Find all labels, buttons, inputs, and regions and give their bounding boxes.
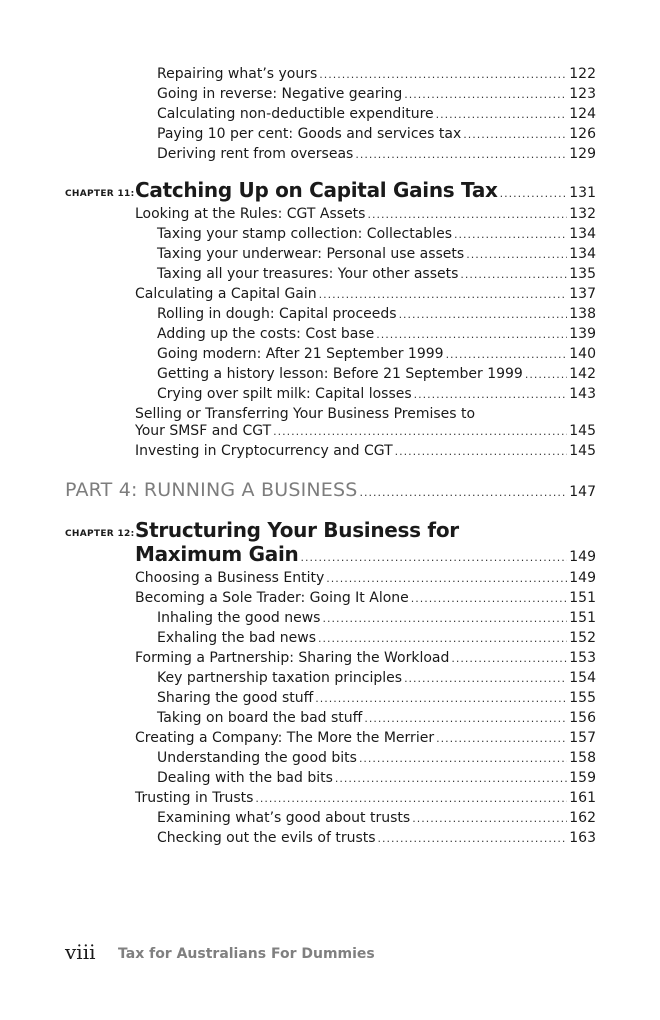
dot-leader: [355, 148, 567, 161]
dot-leader: [414, 388, 568, 401]
dot-leader: [359, 752, 567, 765]
running-footer-title: Tax for Australians For Dummies: [118, 946, 375, 962]
dot-leader: [319, 68, 567, 81]
chapter-label: CHAPTER 11:: [65, 189, 135, 199]
toc-entry[interactable]: [135, 570, 596, 586]
dot-leader: [315, 692, 567, 705]
toc-page-number: 149: [569, 570, 596, 586]
toc-entry-title: Going in reverse: Negative gearing: [157, 86, 403, 102]
toc-page-number: 142: [569, 366, 596, 382]
toc-page-number: 155: [569, 690, 596, 706]
toc-entry[interactable]: [157, 810, 596, 826]
toc-page-number: 131: [569, 185, 596, 201]
folio-page-number: viii: [65, 940, 96, 964]
toc-entry[interactable]: [135, 206, 596, 222]
part-heading[interactable]: [65, 479, 596, 501]
chapter-heading[interactable]: [135, 178, 596, 202]
dot-leader: [404, 672, 567, 685]
dot-leader: [525, 368, 567, 381]
toc-entry[interactable]: [135, 286, 596, 302]
dot-leader: [326, 572, 567, 585]
toc-entry[interactable]: [157, 146, 596, 162]
toc-entry-title: Dealing with the bad bits: [157, 770, 333, 786]
toc-page-number: 134: [569, 246, 596, 262]
toc-page-number: 153: [569, 650, 596, 666]
toc-entry-title: Taking on board the bad stuff: [157, 710, 363, 726]
toc-page-number: 162: [569, 810, 596, 826]
toc-entry-title-line1: Selling or Transferring Your Business Premises to: [135, 406, 476, 422]
toc-entry-title: Rolling in dough: Capital proceeds: [157, 306, 397, 322]
dot-leader: [300, 551, 567, 564]
dot-leader: [335, 772, 567, 785]
dot-leader: [411, 592, 568, 605]
dot-leader: [378, 832, 568, 845]
toc-entry-title: Inhaling the good news: [157, 610, 321, 626]
part-title: PART 4: RUNNING A BUSINESS: [65, 479, 358, 501]
dot-leader: [446, 348, 568, 361]
toc-entry[interactable]: [135, 650, 596, 666]
toc-page-number: 149: [569, 549, 596, 565]
dot-leader: [451, 652, 567, 665]
toc-entry-title: Your SMSF and CGT: [135, 423, 272, 439]
dot-leader: [466, 248, 567, 261]
toc-page-number: 163: [569, 830, 596, 846]
toc-page-number: 132: [569, 206, 596, 222]
toc-entry-title: Paying 10 per cent: Goods and services tax: [157, 126, 462, 142]
toc-entry[interactable]: [157, 226, 596, 242]
dot-leader: [460, 268, 567, 281]
toc-entry[interactable]: [157, 86, 596, 102]
toc-page-number: 134: [569, 226, 596, 242]
toc-entry[interactable]: [157, 66, 596, 82]
chapter-title: Catching Up on Capital Gains Tax: [135, 178, 498, 202]
toc-entry-title: Repairing what’s yours: [157, 66, 318, 82]
toc-page-number: 122: [569, 66, 596, 82]
toc-entry-title: Creating a Company: The More the Merrier: [135, 730, 435, 746]
dot-leader: [319, 288, 568, 301]
toc-entry-title: Investing in Cryptocurrency and CGT: [135, 443, 393, 459]
dot-leader: [399, 308, 568, 321]
toc-entry[interactable]: [135, 423, 596, 439]
dot-leader: [412, 812, 567, 825]
toc-entry-title: Calculating non-deductible expenditure: [157, 106, 434, 122]
toc-entry-title: Sharing the good stuff: [157, 690, 314, 706]
chapter-label: CHAPTER 12:: [65, 529, 135, 539]
toc-entry[interactable]: [135, 730, 596, 746]
toc-page-number: 137: [569, 286, 596, 302]
toc-entry[interactable]: [157, 630, 596, 646]
toc-entry-title: Crying over spilt milk: Capital losses: [157, 386, 412, 402]
toc-entry-title: Taxing your stamp collection: Collectables: [157, 226, 452, 242]
toc-entry[interactable]: [157, 830, 596, 846]
toc-page-number: 124: [569, 106, 596, 122]
dot-leader: [454, 228, 567, 241]
toc-entry[interactable]: [157, 126, 596, 142]
toc-entry[interactable]: [135, 590, 596, 606]
toc-entry-title: Taxing your underwear: Personal use assets: [157, 246, 465, 262]
dot-leader: [436, 732, 567, 745]
toc-page-number: 154: [569, 670, 596, 686]
toc-entry-title: Examining what’s good about trusts: [157, 810, 411, 826]
toc-entry-title: Key partnership taxation principles: [157, 670, 403, 686]
toc-page-number: 143: [569, 386, 596, 402]
dot-leader: [463, 128, 567, 141]
toc-entry-title: Calculating a Capital Gain: [135, 286, 317, 302]
dot-leader: [318, 632, 567, 645]
toc-entry-title: Going modern: After 21 September 1999: [157, 346, 444, 362]
toc-page-number: 151: [569, 610, 596, 626]
dot-leader: [395, 445, 568, 458]
toc-entry-title: Checking out the evils of trusts: [157, 830, 376, 846]
toc-page-number: 147: [569, 484, 596, 500]
toc-entry-title: Getting a history lesson: Before 21 September 1999: [157, 366, 523, 382]
dot-leader: [367, 208, 567, 221]
toc-entry[interactable]: [157, 266, 596, 282]
toc-entry[interactable]: [135, 790, 596, 806]
toc-page-number: 135: [569, 266, 596, 282]
toc-entry[interactable]: [157, 386, 596, 402]
dot-leader: [436, 108, 568, 121]
dot-leader: [376, 328, 567, 341]
toc-entry-title: Trusting in Trusts: [135, 790, 254, 806]
toc-page-number: 152: [569, 630, 596, 646]
toc-entry-title: Becoming a Sole Trader: Going It Alone: [135, 590, 409, 606]
toc-entry[interactable]: [157, 106, 596, 122]
chapter-heading[interactable]: [135, 542, 596, 566]
toc-entry-title: Exhaling the bad news: [157, 630, 317, 646]
dot-leader: [322, 612, 567, 625]
toc-page-number: 161: [569, 790, 596, 806]
toc-entry[interactable]: [157, 610, 596, 626]
chapter-title: Maximum Gain: [135, 542, 299, 566]
toc-page-number: 129: [569, 146, 596, 162]
toc-entry-title: Understanding the good bits: [157, 750, 357, 766]
toc-entry[interactable]: [157, 346, 596, 362]
dot-leader: [273, 425, 567, 438]
dot-leader: [404, 88, 567, 101]
toc-entry-title: Adding up the costs: Cost base: [157, 326, 375, 342]
toc-page-number: 140: [569, 346, 596, 362]
toc-page-number: 138: [569, 306, 596, 322]
toc-entry[interactable]: [157, 366, 596, 382]
toc-entry-title: Deriving rent from overseas: [157, 146, 354, 162]
toc-entry-title: Forming a Partnership: Sharing the Workload: [135, 650, 450, 666]
toc-page-number: 158: [569, 750, 596, 766]
toc-entry[interactable]: [135, 443, 596, 459]
toc-entry[interactable]: [157, 710, 596, 726]
toc-entry[interactable]: [157, 326, 596, 342]
toc-entry[interactable]: [157, 246, 596, 262]
toc-entry[interactable]: [157, 306, 596, 322]
toc-page-number: 151: [569, 590, 596, 606]
toc-page-number: 157: [569, 730, 596, 746]
toc-page-number: 156: [569, 710, 596, 726]
toc-entry[interactable]: [157, 690, 596, 706]
toc-entry[interactable]: [157, 750, 596, 766]
dot-leader: [364, 712, 567, 725]
dot-leader: [500, 187, 568, 200]
toc-page-number: 145: [569, 443, 596, 459]
dot-leader: [255, 792, 567, 805]
toc-entry[interactable]: [157, 770, 596, 786]
toc-page-number: 126: [569, 126, 596, 142]
toc-entry-title: Taxing all your treasures: Your other assets: [157, 266, 459, 282]
toc-page-number: 159: [569, 770, 596, 786]
toc-entry[interactable]: [157, 670, 596, 686]
toc-page-number: 139: [569, 326, 596, 342]
toc-entry-title: Looking at the Rules: CGT Assets: [135, 206, 366, 222]
toc-entry-title: Choosing a Business Entity: [135, 570, 325, 586]
chapter-title-line1: Structuring Your Business for: [135, 518, 459, 542]
toc-page-number: 123: [569, 86, 596, 102]
dot-leader: [360, 486, 568, 499]
toc-page-number: 145: [569, 423, 596, 439]
